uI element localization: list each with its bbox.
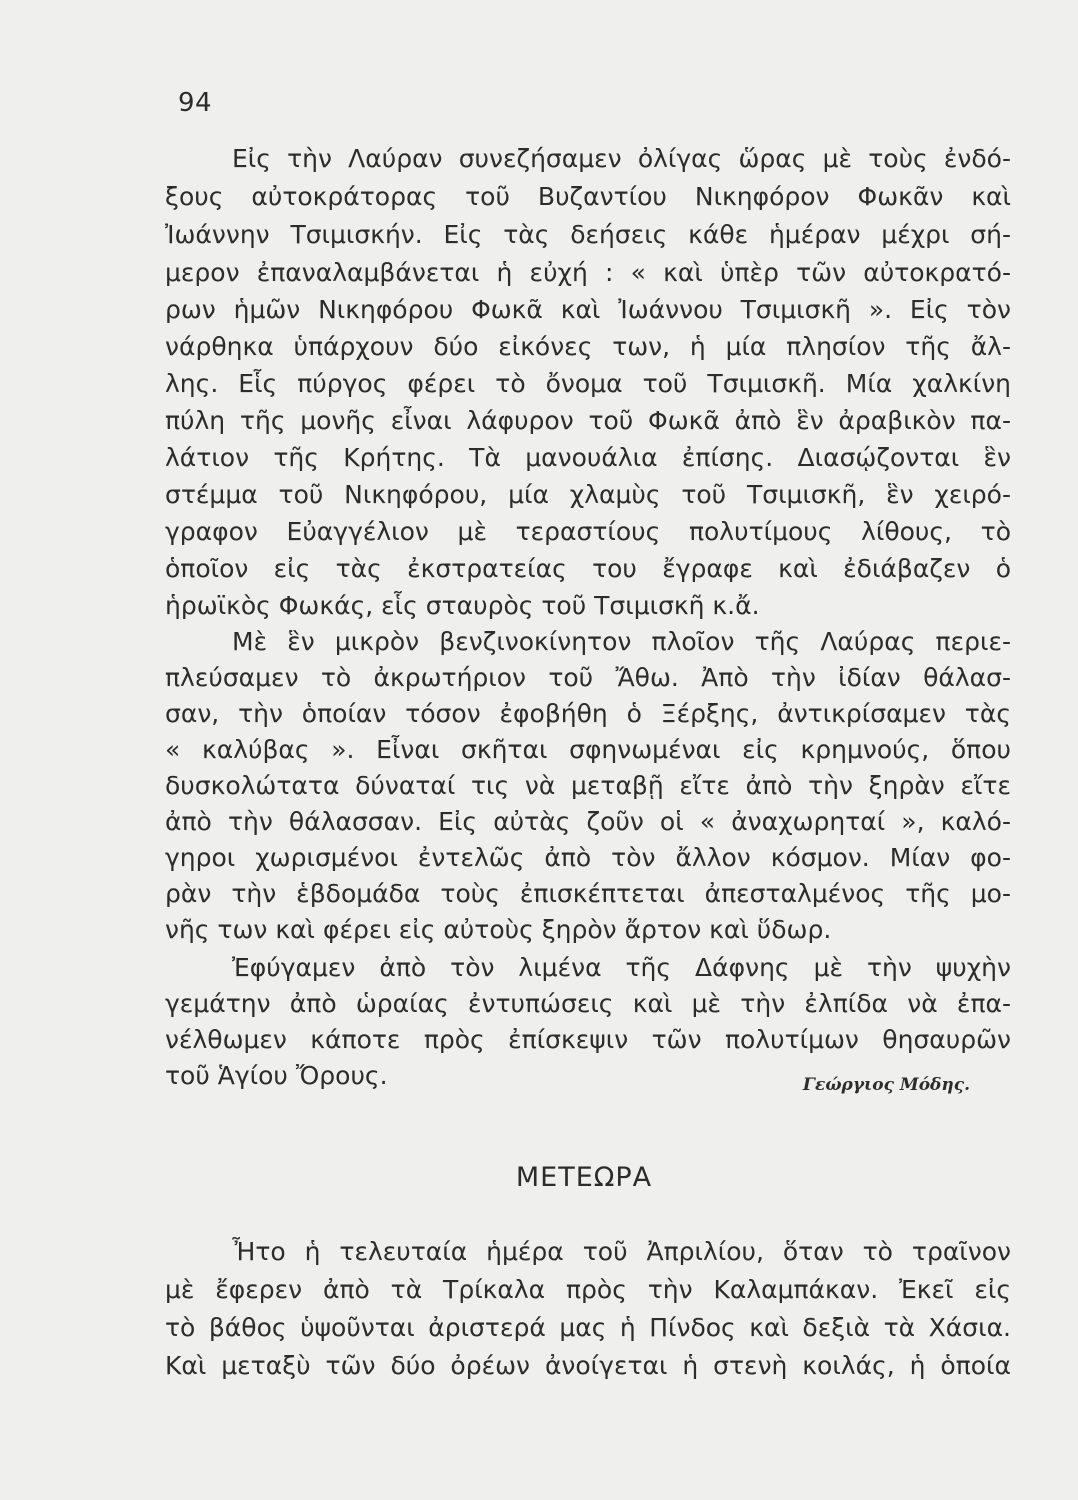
page-number: 94 [178, 88, 213, 118]
text-line: Καὶ μεταξὺ τῶν δύο ὀρέων ἀνοίγεται ἡ στενὴ κοιλάς, ἡ ὁποία [165, 1351, 1011, 1380]
text-line: λης. Εἷς πύργος φέρει τὸ ὄνομα τοῦ Τσιμισκῆ. Μία χαλκίνη [165, 369, 1011, 398]
text-line: Ἐφύγαμεν ἀπὸ τὸν λιμένα τῆς Δάφνης μὲ τὴν ψυχὴν [232, 953, 1011, 982]
text-line: νέλθωμεν κάποτε πρὸς ἐπίσκεψιν τῶν πολυτίμων θησαυρῶν [165, 1025, 1011, 1054]
text-line: Ἰωάννην Τσιμισκήν. Εἰς τὰς δεήσεις κάθε ἡμέραν μέχρι σή- [165, 220, 1011, 249]
text-line: τὸ βάθος ὑψοῦνται ἀριστερά μας ἡ Πίνδος καὶ δεξιὰ τὰ Χάσια. [165, 1313, 1011, 1342]
text-line: δυσκολώτατα δύναταί τις νὰ μεταβῇ εἴτε ἀπὸ τὴν ξηρὰν εἴτε [165, 771, 1011, 800]
text-line: Εἰς τὴν Λαύραν συνεζήσαμεν ὀλίγας ὥρας μὲ τοὺς ἐνδό- [232, 144, 1011, 173]
text-line: νάρθηκα ὑπάρχουν δύο εἰκόνες των, ἡ μία πλησίον τῆς ἄλ- [165, 332, 1011, 361]
text-line: ρων ἡμῶν Νικηφόρου Φωκᾶ καὶ Ἰωάννου Τσιμισκῆ ». Εἰς τὸν [165, 295, 1011, 324]
text-line: γηροι χωρισμένοι ἐντελῶς ἀπὸ τὸν ἄλλον κόσμον. Μίαν φο- [165, 843, 1011, 872]
text-line: λάτιον τῆς Κρήτης. Τὰ μανουάλια ἐπίσης. Διασῴζονται ἓν [165, 443, 1011, 472]
text-line: πλεύσαμεν τὸ ἀκρωτήριον τοῦ Ἄθω. Ἀπὸ τὴν ἰδίαν θάλασ- [165, 663, 1011, 692]
text-line: μὲ ἔφερεν ἀπὸ τὰ Τρίκαλα πρὸς τὴν Καλαμπάκαν. Ἐκεῖ εἰς [165, 1275, 1011, 1304]
text-line: ὁποῖον εἰς τὰς ἐκστρατείας του ἔγραφε καὶ ἐδιάβαζεν ὁ [165, 554, 1011, 583]
text-line: γραφον Εὐαγγέλιον μὲ τεραστίους πολυτίμους λίθους, τὸ [165, 517, 1011, 546]
text-line: Μὲ ἓν μικρὸν βενζινοκίνητον πλοῖον τῆς Λαύρας περιε- [232, 627, 1011, 656]
text-line: « καλύβας ». Εἶναι σκῆται σφηνωμέναι εἰς κρημνούς, ὅπου [165, 735, 1011, 764]
text-line: σαν, τὴν ὁποίαν τόσον ἐφοβήθη ὁ Ξέρξης, ἀντικρίσαμεν τὰς [165, 699, 1011, 728]
text-line: μερον ἐπαναλαμβάνεται ἡ εὐχή : « καὶ ὑπὲρ τῶν αὐτοκρατό- [165, 258, 1011, 287]
text-line: πύλη τῆς μονῆς εἶναι λάφυρον τοῦ Φωκᾶ ἀπὸ ἓν ἀραβικὸν πα- [165, 406, 1011, 435]
text-line: νῆς των καὶ φέρει εἰς αὐτοὺς ξηρὸν ἄρτον καὶ ὕδωρ. [165, 915, 832, 944]
author-signature: Γεώργιος Μόδης. [802, 1075, 970, 1095]
text-line: ἡρωϊκὸς Φωκάς, εἷς σταυρὸς τοῦ Τσιμισκῆ κ.ἄ. [165, 591, 760, 620]
text-line: Ἦτο ἡ τελευταία ἡμέρα τοῦ Ἀπριλίου, ὅταν τὸ τραῖνον [232, 1237, 1011, 1266]
text-line: ρὰν τὴν ἑβδομάδα τοὺς ἐπισκέπτεται ἀπεσταλμένος τῆς μο- [165, 879, 1011, 908]
section-title: ΜΕΤΕΩΡΑ [515, 1162, 653, 1193]
text-line: στέμμα τοῦ Νικηφόρου, μία χλαμὺς τοῦ Τσιμισκῆ, ἓν χειρό- [165, 480, 1011, 509]
text-line: ξους αὐτοκράτορας τοῦ Βυζαντίου Νικηφόρον Φωκᾶν καὶ [165, 182, 1011, 211]
text-line: ἀπὸ τὴν θάλασσαν. Εἰς αὐτὰς ζοῦν οἱ « ἀναχωρηταί », καλό- [165, 807, 1011, 836]
text-line: τοῦ Ἁγίου Ὄρους. [165, 1061, 388, 1090]
text-line: γεμάτην ἀπὸ ὡραίας ἐντυπώσεις καὶ μὲ τὴν ἐλπίδα νὰ ἐπα- [165, 989, 1011, 1018]
